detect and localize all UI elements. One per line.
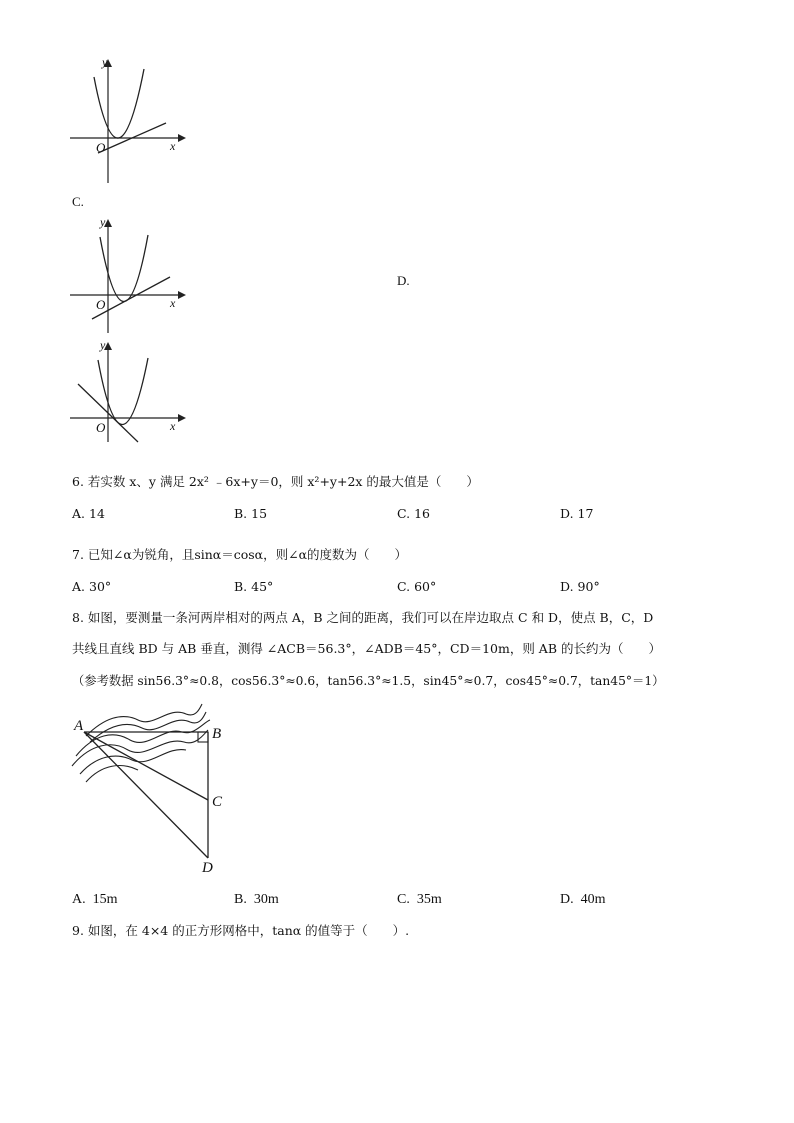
graph-option-b: [60, 55, 190, 190]
q6-option-d: [560, 508, 593, 521]
point-a-label: A: [74, 718, 84, 734]
option-text: 90°: [577, 579, 600, 594]
question-8-line-2: 共线且直线 BD 与 AB 垂直，测得 ∠ACB＝56.3°，∠ADB＝45°，CD＝10m，则 AB 的长约为（ ）: [72, 641, 661, 656]
option-text: 14: [89, 506, 105, 521]
option-label: C.: [397, 892, 410, 907]
option-label: B.: [234, 506, 248, 521]
question-6-stem: 6. 若实数 x、y 满足 2x² ﹣6x+y＝0，则 x²+y+2x 的最大值是（ ）: [72, 474, 479, 489]
q7-option-b: [234, 581, 273, 594]
option-label: A.: [72, 579, 86, 594]
q8-option-b: [234, 893, 279, 907]
graph-option-c: [60, 215, 190, 335]
point-b-label: B: [212, 726, 222, 742]
option-text: 30°: [89, 579, 112, 594]
option-text: 40m: [580, 892, 606, 907]
option-d-label: D.: [397, 273, 410, 288]
option-text: 16: [414, 506, 430, 521]
option-label: A.: [72, 892, 86, 907]
q8-option-c: [397, 893, 442, 907]
point-d-label: D: [202, 860, 213, 876]
q7-option-d: [560, 581, 600, 594]
option-label: B.: [234, 579, 248, 594]
option-text: 35m: [416, 892, 442, 907]
q6-option-b: [234, 508, 267, 521]
option-label: D.: [560, 579, 574, 594]
y-axis-label: y: [100, 338, 106, 352]
question-8-line-1: 8. 如图，要测量一条河两岸相对的两点 A，B 之间的距离，我们可以在岸边取点 C 和 D，使点 B，C，D: [72, 610, 654, 625]
question-9-stem: 9. 如图，在 4×4 的正方形网格中，tanα 的值等于（ ）.: [72, 923, 410, 938]
option-text: 60°: [414, 579, 437, 594]
q6-option-c: [397, 508, 430, 521]
option-label: A.: [72, 506, 86, 521]
x-axis-label: x: [170, 296, 176, 310]
q8-option-a: [72, 893, 118, 907]
origin-label: O: [96, 297, 106, 312]
option-text: 15m: [92, 892, 118, 907]
origin-label: O: [96, 420, 106, 435]
q6-option-a: [72, 508, 105, 521]
question-8-reference-data: （参考数据 sin56.3°≈0.8，cos56.3°≈0.6，tan56.3°≈1.5，sin45°≈0.7，cos45°≈0.7，tan45°＝1）: [72, 674, 665, 688]
question-7-stem: 7. 已知∠α为锐角，且sinα＝cosα，则∠α的度数为（ ）: [72, 547, 408, 562]
point-c-label: C: [212, 794, 223, 810]
option-label: D.: [560, 506, 574, 521]
q7-option-a: [72, 581, 111, 594]
option-text: 30m: [253, 892, 279, 907]
river-figure: [70, 700, 240, 878]
graph-option-d: [60, 338, 190, 448]
option-text: 45°: [251, 579, 274, 594]
q8-option-d: [560, 893, 606, 907]
y-axis-label: y: [102, 55, 108, 69]
option-c-label: C.: [72, 194, 84, 209]
q7-option-c: [397, 581, 436, 594]
y-axis-label: y: [100, 215, 106, 229]
origin-label: O: [96, 140, 106, 155]
option-label: C.: [397, 579, 411, 594]
x-axis-label: x: [170, 419, 176, 433]
option-label: B.: [234, 892, 247, 907]
option-text: 17: [577, 506, 594, 521]
option-text: 15: [251, 506, 268, 521]
option-label: C.: [397, 506, 411, 521]
option-label: D.: [560, 892, 574, 907]
x-axis-label: x: [170, 139, 176, 153]
